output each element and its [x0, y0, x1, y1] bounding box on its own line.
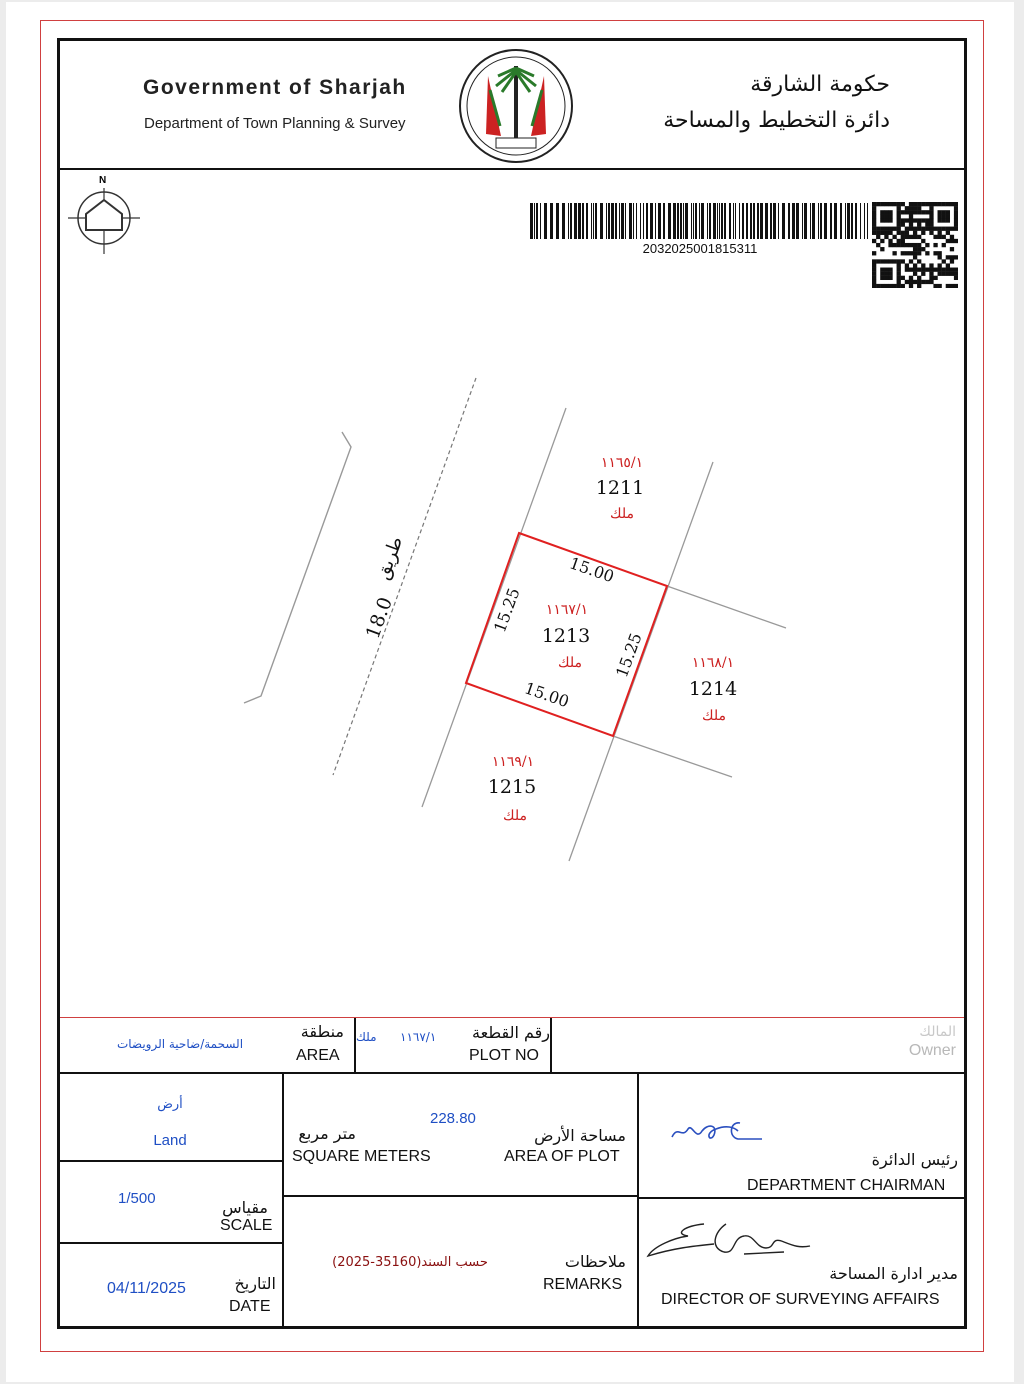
plot-1214-ref: ١١٦٨/١ — [691, 655, 735, 671]
area-value: السحمة/ضاحية الرويضات — [116, 1037, 244, 1051]
scale-label-en: SCALE — [220, 1217, 273, 1234]
plot-1215-type: ملك — [503, 808, 527, 824]
remarks-value: حسب السند(35160-2025) — [332, 1255, 488, 1270]
gov-title-en: Government of Sharjah — [143, 76, 407, 99]
plot-1215-id: 1215 — [487, 776, 537, 798]
date-label-ar: التاريخ — [234, 1274, 276, 1293]
owner-label-en: Owner — [908, 1042, 956, 1059]
dim-left: 15.25 — [490, 585, 524, 635]
dim-bottom: 15.00 — [522, 678, 572, 712]
chairman-signature — [668, 1115, 768, 1145]
north-label: N — [99, 175, 107, 186]
dept-title-en: Department of Town Planning & Survey — [144, 115, 406, 132]
dim-top: 15.00 — [567, 553, 617, 587]
plot-1215-ref: ١١٦٩/١ — [491, 754, 535, 770]
director-label-en: DIRECTOR OF SURVEYING AFFAIRS — [661, 1291, 940, 1308]
road-edge — [244, 432, 351, 703]
land-type-ar: أرض — [157, 1097, 183, 1112]
date-value: 04/11/2025 — [107, 1280, 186, 1297]
gov-title-ar: حكومة الشارقة — [750, 72, 890, 97]
plot-1213-type: ملك — [558, 655, 582, 671]
director-signature — [644, 1218, 814, 1266]
plot-1214-id: 1214 — [688, 678, 738, 700]
plot-1211-type: ملك — [610, 506, 634, 522]
dept-title-ar: دائرة التخطيط والمساحة — [663, 108, 890, 133]
plot-1213-ref: ١١٦٧/١ — [545, 602, 589, 618]
remarks-label-ar: ملاحظات — [564, 1252, 626, 1271]
date-label-en: DATE — [229, 1298, 271, 1315]
plot-1211-id: 1211 — [595, 477, 645, 499]
sqm-label-en: SQUARE METERS — [292, 1148, 431, 1165]
plot-1211-ref: ١١٦٥/١ — [600, 455, 644, 471]
land-type-en: Land — [153, 1132, 187, 1149]
road-width-label: 18.0 — [361, 594, 397, 642]
barcode-number: 2032025001815311 — [642, 241, 758, 256]
plot-no-value: ١١٦٧/١ — [400, 1030, 437, 1044]
chairman-label-ar: رئيس الدائرة — [871, 1150, 958, 1169]
sqm-label-ar: متر مربع — [298, 1124, 356, 1143]
scale-value: 1/500 — [118, 1190, 156, 1207]
info-row-top-line — [60, 1017, 964, 1018]
area-label-en: AREA — [296, 1047, 340, 1064]
plot-area-value: 228.80 — [430, 1110, 476, 1127]
director-label-ar: مدير ادارة المساحة — [829, 1264, 958, 1283]
plot-1214-type: ملك — [702, 708, 726, 724]
plot-no-label-ar: رقم القطعة — [472, 1023, 550, 1042]
plot-type: ملك — [356, 1030, 377, 1044]
road-name-label: طريق — [372, 533, 408, 583]
scale-label-ar: مقياس — [222, 1198, 268, 1217]
info-row-bottom-line — [60, 1072, 964, 1074]
area-of-plot-label-en: AREA OF PLOT — [504, 1148, 620, 1165]
chairman-label-en: DEPARTMENT CHAIRMAN — [747, 1177, 946, 1194]
area-of-plot-label-ar: مساحة الأرض — [534, 1126, 626, 1145]
remarks-label-en: REMARKS — [543, 1276, 623, 1293]
plot-1213-id: 1213 — [541, 625, 591, 647]
owner-label-ar: المالك — [919, 1024, 956, 1040]
plot-no-label-en: PLOT NO — [469, 1047, 539, 1064]
dim-right: 15.25 — [612, 630, 646, 680]
area-label-ar: منطقة — [300, 1022, 344, 1041]
